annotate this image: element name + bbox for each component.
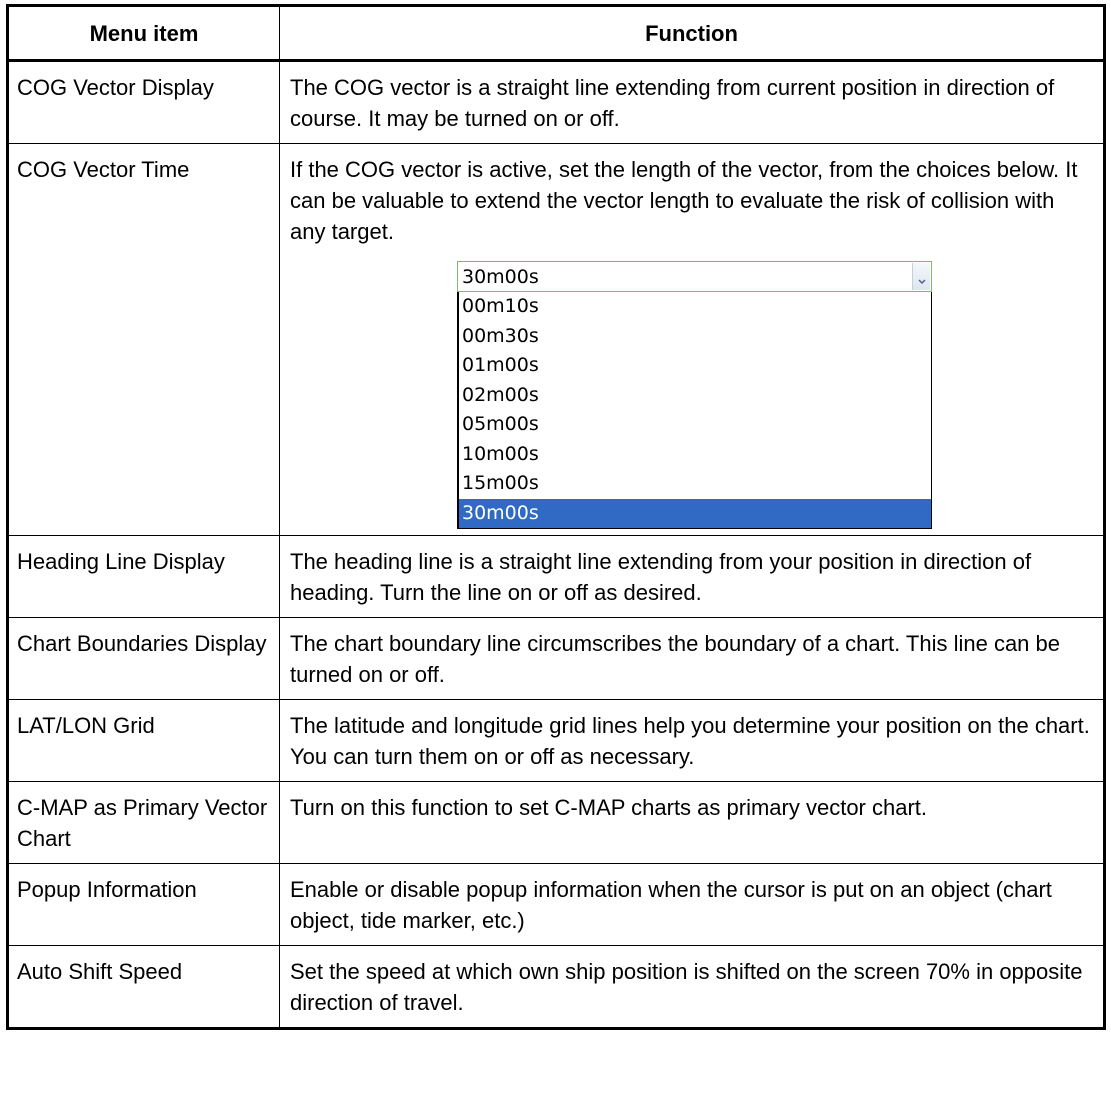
header-row [8,6,1105,61]
table-row [8,144,1105,536]
menu-item-cell: C-MAP as Primary Vector Chart [8,782,280,864]
table-row [8,61,1105,144]
select-option[interactable]: 02m00s [458,381,931,411]
table-row [8,782,1105,864]
menu-item-cell: Popup Information [8,864,280,946]
select-option[interactable]: 01m00s [458,351,931,381]
select-option[interactable]: 15m00s [458,469,931,499]
chevron-down-icon[interactable] [912,263,930,290]
menu-item-cell: COG Vector Time [8,144,280,536]
table-row [8,536,1105,618]
select-option[interactable]: 10m00s [458,440,931,470]
function-cell: The COG vector is a straight line extending from current position in direction of course. It may be turned on or off. [280,61,1105,144]
function-cell [280,144,1105,536]
function-cell: The chart boundary line circumscribes the boundary of a chart. This line can be turned on or off. [280,618,1105,700]
select-option-selected[interactable]: 30m00s [458,499,931,529]
function-cell: Enable or disable popup information when the cursor is put on an object (chart object, tide marker, etc.) [280,864,1105,946]
select-box[interactable] [457,261,932,292]
menu-item-cell: Auto Shift Speed [8,946,280,1029]
select-current-value: 30m00s [462,266,539,288]
function-cell: The heading line is a straight line extending from your position in direction of heading. Turn the line on or off as desired. [280,536,1105,618]
table-row [8,618,1105,700]
menu-item-cell: COG Vector Display [8,61,280,144]
function-cell: Turn on this function to set C-MAP charts as primary vector chart. [280,782,1105,864]
cog-vector-time-select[interactable] [457,261,932,529]
select-option[interactable]: 05m00s [458,410,931,440]
select-option[interactable]: 00m10s [458,292,931,322]
select-option[interactable]: 00m30s [458,322,931,352]
header-menu-item: Menu item [8,6,280,61]
menu-function-table [6,4,1106,1030]
menu-item-cell: Chart Boundaries Display [8,618,280,700]
function-cell: Set the speed at which own ship position is shifted on the screen 70% in opposite direction of travel. [280,946,1105,1029]
table-row [8,864,1105,946]
table-row [8,946,1105,1029]
menu-item-cell: LAT/LON Grid [8,700,280,782]
function-text: If the COG vector is active, set the length of the vector, from the choices below. It can be valuable to extend the vector length to evaluate the risk of collision with any target. [290,157,1078,244]
table-row [8,700,1105,782]
menu-item-cell: Heading Line Display [8,536,280,618]
select-dropdown-list [457,292,932,529]
function-cell: The latitude and longitude grid lines help you determine your position on the chart. You can turn them on or off as necessary. [280,700,1105,782]
header-function: Function [280,6,1105,61]
